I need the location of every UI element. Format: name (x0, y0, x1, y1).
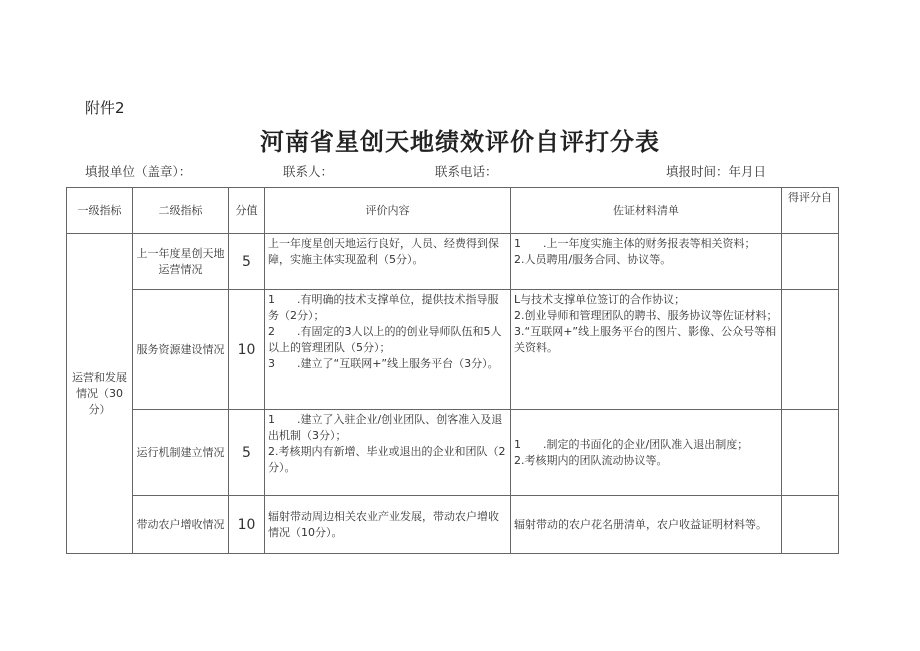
evidence-cell (511, 410, 782, 496)
score-cell: 10 (229, 290, 265, 410)
score-cell: 5 (229, 234, 265, 290)
level2-indicator: 上一年度星创天地运营情况 (133, 234, 229, 290)
page-title: 河南省星创天地绩效评价自评打分表 (260, 128, 660, 156)
content-cell (265, 496, 511, 554)
content-line: 上一年度星创天地运行良好，人员、经费得到保障，实施主体实现盈利（5分）。 (268, 237, 499, 266)
level2-indicator: 运行机制建立情况 (133, 410, 229, 496)
table-row (67, 234, 839, 290)
attachment-label: 附件2 (85, 99, 125, 117)
self-score-cell[interactable] (782, 290, 839, 410)
fill-date-label: 填报时间：年月日 (666, 164, 767, 179)
table-row (67, 496, 839, 554)
evidence-line: L与技术支撑单位签订的合作协议； (514, 293, 686, 306)
header-self-score: 得评分自 (782, 188, 839, 234)
content-line: 3 .建立了“互联网+”线上服务平台（3分）。 (268, 357, 499, 370)
header-content: 评价内容 (265, 188, 511, 234)
self-score-cell[interactable] (782, 410, 839, 496)
evidence-line: 2.考核期内的团队流动协议等。 (514, 453, 668, 467)
fill-unit-label: 填报单位（盖章）： (85, 164, 192, 179)
evaluation-table (66, 187, 839, 554)
evidence-line: 2.创业导师和管理团队的聘书、服务协议等佐证材料； (514, 309, 778, 322)
evidence-line: 1 .上一年度实施主体的财务报表等相关资料； (514, 237, 756, 250)
level2-indicator: 带动农户增收情况 (133, 496, 229, 554)
header-level1: 一级指标 (67, 188, 133, 234)
evidence-cell (511, 496, 782, 554)
header-score: 分值 (229, 188, 265, 234)
self-score-cell[interactable] (782, 496, 839, 554)
evidence-line: 1 .制定的书面化的企业/团队准入退出制度； (514, 437, 749, 451)
content-line: 辐射带动周边相关农业产业发展，带动农户增收情况（10分）。 (268, 509, 499, 539)
evidence-cell (511, 234, 782, 290)
table-header-row (67, 188, 839, 234)
score-cell: 10 (229, 496, 265, 554)
score-cell: 5 (229, 410, 265, 496)
content-cell (265, 234, 511, 290)
evidence-line: 辐射带动的农户花名册清单，农户收益证明材料等。 (514, 517, 767, 531)
header-evidence: 佐证材料清单 (511, 188, 782, 234)
header-level2: 二级指标 (133, 188, 229, 234)
content-line: 2 .有固定的3人以上的的创业导师队伍和5人以上的管理团队（5分）； (268, 325, 502, 354)
phone-label: 联系电话： (435, 164, 498, 179)
table-row (67, 410, 839, 496)
content-cell (265, 410, 511, 496)
level1-indicator: 运营和发展情况（30分） (67, 234, 133, 554)
level2-indicator: 服务资源建设情况 (133, 290, 229, 410)
content-line: 1 .有明确的技术支撑单位，提供技术指导服务（2分）； (268, 293, 499, 322)
table-row (67, 290, 839, 410)
content-line: 1 .建立了入驻企业/创业团队、创客准入及退出机制（3分）； (268, 413, 503, 442)
content-cell (265, 290, 511, 410)
evidence-cell (511, 290, 782, 410)
evidence-line: 2.人员聘用/服务合同、协议等。 (514, 253, 672, 266)
contact-label: 联系人： (283, 164, 334, 179)
self-score-cell[interactable] (782, 234, 839, 290)
content-line: 2.考核期内有新增、毕业或退出的企业和团队（2分）。 (268, 445, 506, 474)
evidence-line: 3.“互联网+”线上服务平台的图片、影像、公众号等相关资料。 (514, 325, 777, 354)
